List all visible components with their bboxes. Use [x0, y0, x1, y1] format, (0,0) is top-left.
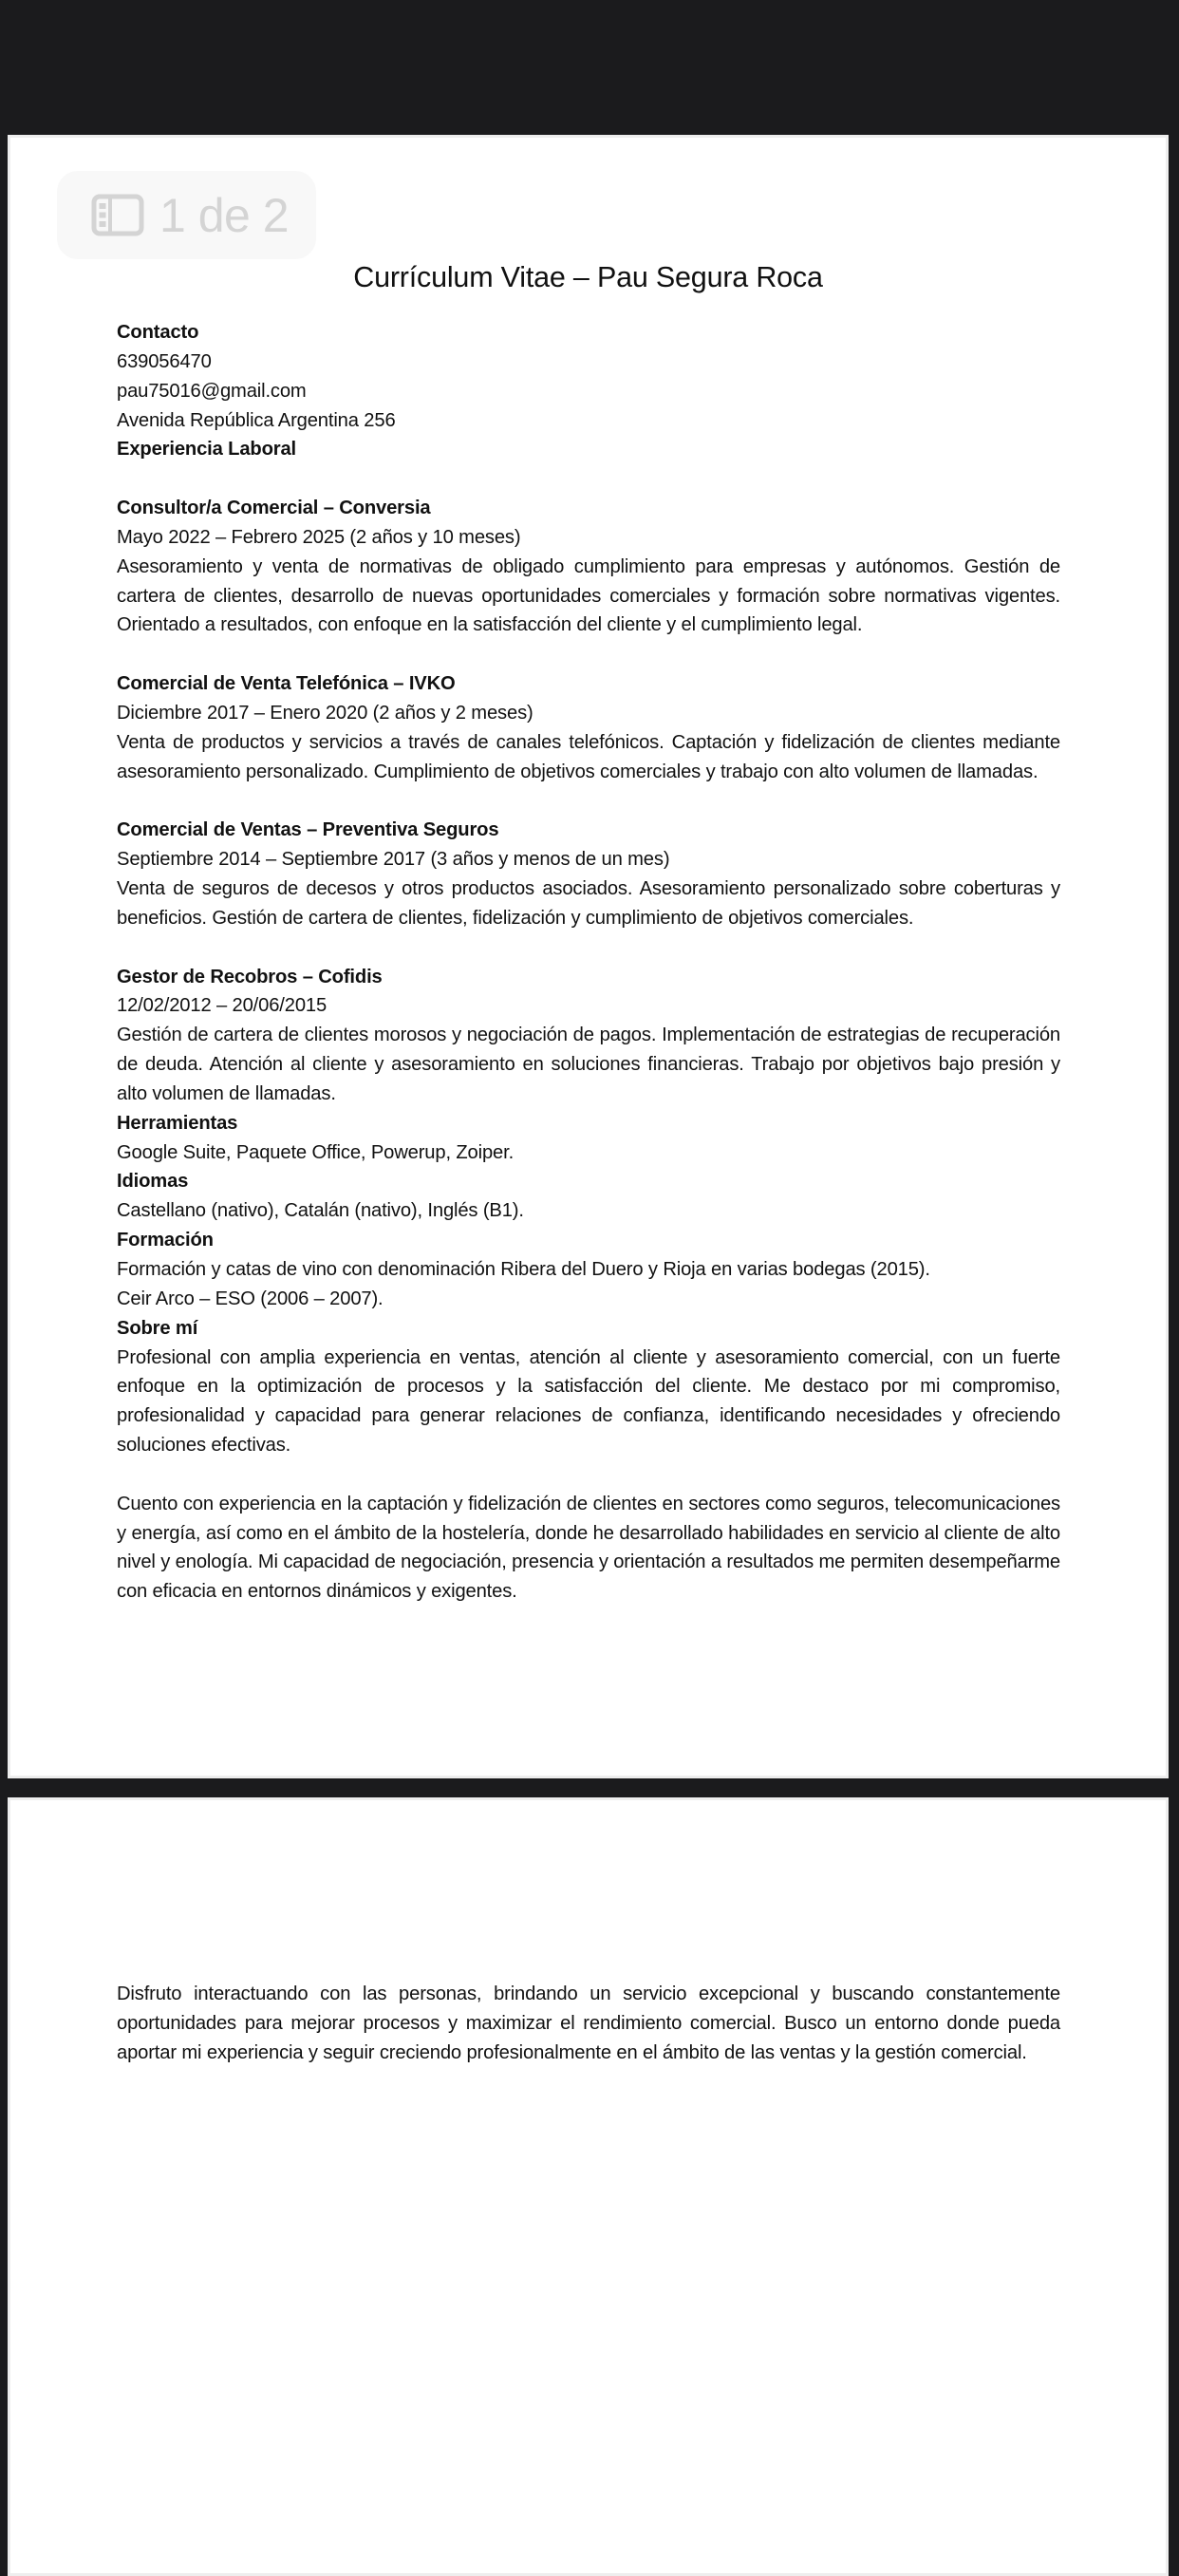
contact-phone[interactable]: 639056470	[117, 350, 212, 372]
sidebar-thumbnails-icon	[91, 194, 144, 236]
spacer	[117, 464, 1060, 494]
job-period: Diciembre 2017 – Enero 2020 (2 años y 2 meses)	[117, 702, 533, 724]
page-indicator-badge[interactable]	[57, 171, 316, 259]
contact-heading: Contacto	[117, 322, 199, 343]
about-paragraph: Disfruto interactuando con las personas, brindando un servicio excepcional y buscando constantemente oportunidades para mejorar procesos y maximizar el rendimiento comercial. Busco un entorno donde pueda aportar mi experiencia y seguir creciendo profesionalmente en el ámbito de las ventas y la gestión comercial.	[117, 1984, 1060, 2063]
spacer	[117, 640, 1060, 669]
about-heading: Sobre mí	[117, 1317, 198, 1339]
document-body-page-2	[117, 1980, 1060, 2068]
job-entry	[117, 963, 1060, 1109]
education-heading: Formación	[117, 1230, 214, 1251]
experience-heading: Experiencia Laboral	[117, 439, 297, 461]
about-paragraph: Profesional con amplia experiencia en ventas, atención al cliente y asesoramiento comercial, con un fuerte enfoque en la optimización de procesos y la satisfacción del cliente. Me destaco por mi compromiso, profesionalidad y capacidad para generar relaciones de confianza, identificando necesidades y ofreciendo soluciones efectivas.	[117, 1346, 1060, 1457]
contact-email[interactable]: pau75016@gmail.com	[117, 380, 307, 402]
job-entry	[117, 816, 1060, 932]
languages-text: Castellano (nativo), Catalán (nativo), Inglés (B1).	[117, 1200, 524, 1222]
job-description: Asesoramiento y venta de normativas de obligado cumplimiento para empresas y autónomos. Gestión de cartera de clientes, desarrollo de nuevas oportunidades comerciales y formación sobre normativas vigentes. Orientado a resultados, con enfoque en la satisfacción del cliente y el cumplimiento legal.	[117, 555, 1060, 636]
job-description: Venta de seguros de decesos y otros productos asociados. Asesoramiento personalizado sobre coberturas y beneficios. Gestión de cartera de clientes, fidelización y cumplimiento de objetivos comerciales.	[117, 878, 1060, 929]
spacer	[117, 1460, 1060, 1490]
document-title: Currículum Vitae – Pau Segura Roca	[353, 261, 823, 293]
job-description: Gestión de cartera de clientes morosos y negociación de pagos. Implementación de estrategias de recuperación de deuda. Atención al cliente y asesoramiento en soluciones financieras. Trabajo por objetivos bajo presión y alto volumen de llamadas.	[117, 1025, 1060, 1104]
spacer	[117, 933, 1060, 963]
job-title: Consultor/a Comercial – Conversia	[117, 498, 431, 519]
document-body-page-1	[117, 318, 1060, 1607]
education-item: Formación y catas de vino con denominación Ribera del Duero y Rioja en varias bodegas (2015).	[117, 1259, 930, 1280]
tools-heading: Herramientas	[117, 1112, 238, 1134]
job-period: Septiembre 2014 – Septiembre 2017 (3 años y menos de un mes)	[117, 849, 670, 871]
job-title: Comercial de Venta Telefónica – IVKO	[117, 673, 456, 695]
about-paragraph: Cuento con experiencia en la captación y fidelización de clientes en sectores como seguros, telecomunicaciones y energía, así como en el ámbito de la hostelería, donde he desarrollado habilidades en servicio al cliente de alto nivel y enología. Mi capacidad de negociación, presencia y orientación a resultados me permiten desempeñarme con eficacia en entornos dinámicos y exigentes.	[117, 1493, 1060, 1603]
contact-address: Avenida República Argentina 256	[117, 409, 396, 431]
job-description: Venta de productos y servicios a través de canales telefónicos. Captación y fidelización de clientes mediante asesoramiento personalizado. Cumplimiento de objetivos comerciales y trabajo con alto volumen de llamadas.	[117, 731, 1060, 782]
job-title: Comercial de Ventas – Preventiva Seguros	[117, 819, 499, 841]
spacer	[117, 787, 1060, 817]
job-entry	[117, 494, 1060, 640]
languages-heading: Idiomas	[117, 1171, 189, 1193]
document-page-2	[8, 1797, 1169, 2576]
job-title: Gestor de Recobros – Cofidis	[117, 966, 383, 987]
education-item: Ceir Arco – ESO (2006 – 2007).	[117, 1288, 384, 1309]
tools-text: Google Suite, Paquete Office, Powerup, Zoiper.	[117, 1141, 515, 1163]
job-period: 12/02/2012 – 20/06/2015	[117, 995, 328, 1017]
page-indicator-text: 1 de 2	[159, 188, 290, 242]
document-page-1	[8, 135, 1169, 1778]
job-entry	[117, 669, 1060, 786]
job-period: Mayo 2022 – Febrero 2025 (2 años y 10 meses)	[117, 526, 521, 548]
